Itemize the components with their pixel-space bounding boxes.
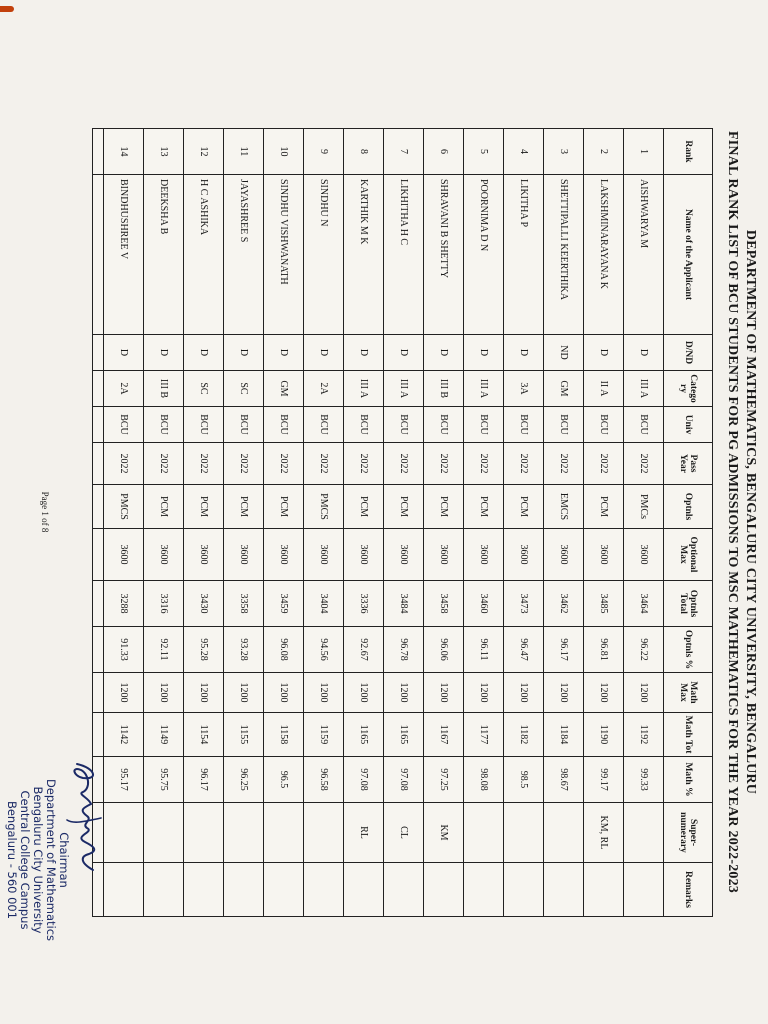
cell-rank: 2 bbox=[584, 129, 624, 175]
cell-dnd: ND bbox=[544, 335, 584, 371]
cell-math-tot: 1155 bbox=[224, 713, 264, 757]
header-dnd: D/ND bbox=[664, 335, 713, 371]
cell-optnls-total: 3464 bbox=[624, 581, 664, 627]
cell-dnd: D bbox=[104, 335, 144, 371]
cell-category: GM bbox=[544, 371, 584, 407]
cell-math-pct: 96.58 bbox=[304, 757, 344, 803]
cell-name: JAYASHREE S bbox=[224, 175, 264, 335]
cell-math-pct: 97.08 bbox=[344, 757, 384, 803]
cell-remarks bbox=[504, 863, 544, 917]
table-row bbox=[304, 129, 344, 917]
cell-math-pct: 99.17 bbox=[584, 757, 624, 803]
cell-supernumerary bbox=[464, 803, 504, 863]
cell-univ: BCU bbox=[184, 407, 224, 443]
table-row bbox=[464, 129, 504, 917]
cell-optnls-pct: 95.28 bbox=[184, 627, 224, 673]
cell-math-tot: 1165 bbox=[384, 713, 424, 757]
cell-dnd: D bbox=[504, 335, 544, 371]
table-row bbox=[384, 129, 424, 917]
header-supernumerary: Super-numerary bbox=[664, 803, 713, 863]
cell-math-tot: 1167 bbox=[424, 713, 464, 757]
cell-optnls-total: 3458 bbox=[424, 581, 464, 627]
page-number: Page 1 of 8 bbox=[40, 491, 50, 533]
cell-math-pct: 95.75 bbox=[144, 757, 184, 803]
cell-remarks bbox=[464, 863, 504, 917]
cell-pass-year: 2022 bbox=[384, 443, 424, 485]
cell-supernumerary bbox=[264, 803, 304, 863]
table-row bbox=[544, 129, 584, 917]
cell-remarks bbox=[424, 863, 464, 917]
cell-optnls-total: 3459 bbox=[264, 581, 304, 627]
cell-rank: 12 bbox=[184, 129, 224, 175]
cell-dnd: D bbox=[224, 335, 264, 371]
cell-dnd: D bbox=[424, 335, 464, 371]
cell-optnls-pct: 92.11 bbox=[144, 627, 184, 673]
cell-supernumerary bbox=[144, 803, 184, 863]
cell-name: AISHWARYA M bbox=[624, 175, 664, 335]
cell-name: SINDHU VISHWANATH bbox=[264, 175, 304, 335]
header-optnls-total: Optnls Total bbox=[664, 581, 713, 627]
cell-univ: BCU bbox=[224, 407, 264, 443]
cell-optnls-pct: 96.08 bbox=[264, 627, 304, 673]
cell-rank: 1 bbox=[624, 129, 664, 175]
cell-name: DEEKSHA B bbox=[144, 175, 184, 335]
cell-dnd: D bbox=[624, 335, 664, 371]
header-remarks: Remarks bbox=[664, 863, 713, 917]
cell-optionals: PCM bbox=[264, 485, 304, 529]
cell-math-max: 1200 bbox=[584, 673, 624, 713]
cell-optnls-pct: 96.06 bbox=[424, 627, 464, 673]
cell-optional-max: 3600 bbox=[144, 529, 184, 581]
cell-optional-max: 3600 bbox=[224, 529, 264, 581]
cell-dnd: D bbox=[304, 335, 344, 371]
cell-pass-year: 2022 bbox=[464, 443, 504, 485]
cell-category: GM bbox=[264, 371, 304, 407]
cell-supernumerary: CL bbox=[384, 803, 424, 863]
empty-cell bbox=[93, 371, 104, 407]
cell-optionals: PCM bbox=[504, 485, 544, 529]
cell-pass-year: 2022 bbox=[184, 443, 224, 485]
cell-supernumerary: KM bbox=[424, 803, 464, 863]
cell-rank: 13 bbox=[144, 129, 184, 175]
cell-category: 3A bbox=[504, 371, 544, 407]
cell-math-max: 1200 bbox=[344, 673, 384, 713]
rank-list-body bbox=[93, 129, 664, 917]
cell-math-tot: 1154 bbox=[184, 713, 224, 757]
cell-remarks bbox=[584, 863, 624, 917]
cell-optnls-total: 3316 bbox=[144, 581, 184, 627]
cell-optnls-total: 3358 bbox=[224, 581, 264, 627]
cell-rank: 7 bbox=[384, 129, 424, 175]
cell-math-tot: 1142 bbox=[104, 713, 144, 757]
cell-optionals: PCM bbox=[224, 485, 264, 529]
cell-category: 2A bbox=[104, 371, 144, 407]
cell-math-max: 1200 bbox=[424, 673, 464, 713]
cell-rank: 10 bbox=[264, 129, 304, 175]
cell-category: III A bbox=[384, 371, 424, 407]
cell-optnls-pct: 92.67 bbox=[344, 627, 384, 673]
cell-optionals: PMCs bbox=[624, 485, 664, 529]
cell-category: III A bbox=[344, 371, 384, 407]
table-row bbox=[584, 129, 624, 917]
cell-remarks bbox=[224, 863, 264, 917]
cell-optionals: PMCS bbox=[104, 485, 144, 529]
cell-optnls-total: 3473 bbox=[504, 581, 544, 627]
cell-math-tot: 1159 bbox=[304, 713, 344, 757]
cell-math-max: 1200 bbox=[504, 673, 544, 713]
empty-cell bbox=[93, 485, 104, 529]
cell-optnls-pct: 94.56 bbox=[304, 627, 344, 673]
cell-univ: BCU bbox=[464, 407, 504, 443]
cell-optional-max: 3600 bbox=[184, 529, 224, 581]
cell-math-max: 1200 bbox=[544, 673, 584, 713]
empty-cell bbox=[93, 673, 104, 713]
cell-pass-year: 2022 bbox=[224, 443, 264, 485]
cell-pass-year: 2022 bbox=[264, 443, 304, 485]
cell-pass-year: 2022 bbox=[304, 443, 344, 485]
cell-optionals: PCM bbox=[464, 485, 504, 529]
cell-rank: 6 bbox=[424, 129, 464, 175]
cell-remarks bbox=[384, 863, 424, 917]
table-row bbox=[144, 129, 184, 917]
cell-optional-max: 3600 bbox=[624, 529, 664, 581]
cell-dnd: D bbox=[144, 335, 184, 371]
cell-name: SHRAVANI B SHETTY bbox=[424, 175, 464, 335]
cell-pass-year: 2022 bbox=[424, 443, 464, 485]
cell-optional-max: 3600 bbox=[264, 529, 304, 581]
cell-supernumerary bbox=[544, 803, 584, 863]
cell-pass-year: 2022 bbox=[624, 443, 664, 485]
cell-math-tot: 1182 bbox=[504, 713, 544, 757]
cell-optionals: PCM bbox=[344, 485, 384, 529]
cell-optnls-pct: 93.28 bbox=[224, 627, 264, 673]
cell-supernumerary bbox=[504, 803, 544, 863]
header-math-max: Math Max bbox=[664, 673, 713, 713]
cell-math-max: 1200 bbox=[144, 673, 184, 713]
cell-remarks bbox=[304, 863, 344, 917]
cell-optionals: PCM bbox=[144, 485, 184, 529]
cell-supernumerary bbox=[624, 803, 664, 863]
cell-category: SC bbox=[184, 371, 224, 407]
cell-supernumerary: KM, RL bbox=[584, 803, 624, 863]
cell-remarks bbox=[264, 863, 304, 917]
table-row bbox=[504, 129, 544, 917]
cell-remarks bbox=[184, 863, 224, 917]
cell-optionals: PMCS bbox=[304, 485, 344, 529]
cell-math-pct: 98.5 bbox=[504, 757, 544, 803]
cell-math-tot: 1177 bbox=[464, 713, 504, 757]
cell-univ: BCU bbox=[264, 407, 304, 443]
cell-rank: 5 bbox=[464, 129, 504, 175]
empty-cell bbox=[93, 443, 104, 485]
cell-optnls-total: 3336 bbox=[344, 581, 384, 627]
cell-pass-year: 2022 bbox=[544, 443, 584, 485]
table-header-row bbox=[664, 129, 713, 917]
cell-math-max: 1200 bbox=[104, 673, 144, 713]
cell-optnls-total: 3485 bbox=[584, 581, 624, 627]
cell-math-pct: 97.25 bbox=[424, 757, 464, 803]
cell-dnd: D bbox=[584, 335, 624, 371]
cell-optional-max: 3600 bbox=[544, 529, 584, 581]
cell-optnls-total: 3462 bbox=[544, 581, 584, 627]
cell-category: III B bbox=[424, 371, 464, 407]
cell-category: III A bbox=[464, 371, 504, 407]
cell-optional-max: 3600 bbox=[504, 529, 544, 581]
cell-rank: 11 bbox=[224, 129, 264, 175]
cell-pass-year: 2022 bbox=[344, 443, 384, 485]
cell-optionals: PCM bbox=[584, 485, 624, 529]
cell-optional-max: 3600 bbox=[464, 529, 504, 581]
empty-cell bbox=[93, 529, 104, 581]
empty-cell bbox=[93, 129, 104, 175]
cell-univ: BCU bbox=[144, 407, 184, 443]
cell-pass-year: 2022 bbox=[504, 443, 544, 485]
header-pass-year: Pass Year bbox=[664, 443, 713, 485]
cell-optnls-total: 3484 bbox=[384, 581, 424, 627]
cell-math-tot: 1165 bbox=[344, 713, 384, 757]
header-category: Catego ry bbox=[664, 371, 713, 407]
cell-rank: 3 bbox=[544, 129, 584, 175]
empty-cell bbox=[93, 407, 104, 443]
cell-supernumerary bbox=[224, 803, 264, 863]
cell-univ: BCU bbox=[344, 407, 384, 443]
header-univ: Univ bbox=[664, 407, 713, 443]
cell-name: SINDHU N bbox=[304, 175, 344, 335]
cell-dnd: D bbox=[344, 335, 384, 371]
cell-optional-max: 3600 bbox=[384, 529, 424, 581]
cell-category: III B bbox=[144, 371, 184, 407]
cell-name: LIKHITHA H C bbox=[384, 175, 424, 335]
header-optional-max: Optional Max bbox=[664, 529, 713, 581]
cell-optnls-total: 3404 bbox=[304, 581, 344, 627]
document-subtitle: FINAL RANK LIST OF BCU STUDENTS FOR PG ADMISSIONS TO MSC MATHEMATICS FOR THE YEAR 2022-2023 bbox=[725, 131, 740, 893]
cell-math-tot: 1184 bbox=[544, 713, 584, 757]
cell-remarks bbox=[344, 863, 384, 917]
cell-optnls-pct: 91.33 bbox=[104, 627, 144, 673]
empty-cell bbox=[93, 581, 104, 627]
cell-math-pct: 97.08 bbox=[384, 757, 424, 803]
header-optnls-pct: Optnls % bbox=[664, 627, 713, 673]
cell-math-max: 1200 bbox=[304, 673, 344, 713]
cell-dnd: D bbox=[184, 335, 224, 371]
cell-math-tot: 1190 bbox=[584, 713, 624, 757]
cell-optionals: PCM bbox=[424, 485, 464, 529]
cell-optionals: PCM bbox=[184, 485, 224, 529]
cell-univ: BCU bbox=[624, 407, 664, 443]
cell-dnd: D bbox=[464, 335, 504, 371]
cell-math-max: 1200 bbox=[384, 673, 424, 713]
header-math-tot: Math Tot bbox=[664, 713, 713, 757]
stamp-line-5: Bengaluru - 560 001 bbox=[5, 800, 19, 920]
cell-rank: 14 bbox=[104, 129, 144, 175]
cell-math-max: 1200 bbox=[224, 673, 264, 713]
cell-math-pct: 96.17 bbox=[184, 757, 224, 803]
cell-name: H C ASHIKA bbox=[184, 175, 224, 335]
cell-optnls-total: 3430 bbox=[184, 581, 224, 627]
cell-math-pct: 98.08 bbox=[464, 757, 504, 803]
cell-optnls-pct: 96.22 bbox=[624, 627, 664, 673]
cell-name: LIKITHA P bbox=[504, 175, 544, 335]
cell-univ: BCU bbox=[504, 407, 544, 443]
table-row bbox=[424, 129, 464, 917]
cell-math-pct: 96.25 bbox=[224, 757, 264, 803]
cell-math-max: 1200 bbox=[464, 673, 504, 713]
cell-optnls-total: 3288 bbox=[104, 581, 144, 627]
cell-optional-max: 3600 bbox=[584, 529, 624, 581]
cell-category: SC bbox=[224, 371, 264, 407]
stamp-line-1: Chairman bbox=[57, 832, 71, 888]
cell-dnd: D bbox=[264, 335, 304, 371]
cell-name: SHETTIPALLI KEERTHIKA bbox=[544, 175, 584, 335]
cell-pass-year: 2022 bbox=[104, 443, 144, 485]
cell-math-pct: 99.33 bbox=[624, 757, 664, 803]
cell-math-pct: 96.5 bbox=[264, 757, 304, 803]
cell-optnls-pct: 96.78 bbox=[384, 627, 424, 673]
cell-math-max: 1200 bbox=[264, 673, 304, 713]
cell-optnls-total: 3460 bbox=[464, 581, 504, 627]
cell-univ: BCU bbox=[544, 407, 584, 443]
table-row bbox=[184, 129, 224, 917]
header-optionals: Optnls bbox=[664, 485, 713, 529]
cell-name: KARTHIK M K bbox=[344, 175, 384, 335]
rank-list-table bbox=[92, 128, 713, 917]
table-row bbox=[624, 129, 664, 917]
cell-univ: BCU bbox=[584, 407, 624, 443]
cell-category: II A bbox=[584, 371, 624, 407]
cell-supernumerary: RL bbox=[344, 803, 384, 863]
cell-rank: 9 bbox=[304, 129, 344, 175]
cell-optnls-pct: 96.47 bbox=[504, 627, 544, 673]
table-row bbox=[264, 129, 304, 917]
empty-cell bbox=[93, 175, 104, 335]
header-math-pct: Math % bbox=[664, 757, 713, 803]
empty-cell bbox=[93, 627, 104, 673]
cell-math-pct: 98.67 bbox=[544, 757, 584, 803]
cell-optional-max: 3600 bbox=[104, 529, 144, 581]
cell-univ: BCU bbox=[384, 407, 424, 443]
cell-math-max: 1200 bbox=[184, 673, 224, 713]
cell-math-tot: 1192 bbox=[624, 713, 664, 757]
cell-remarks bbox=[624, 863, 664, 917]
cell-category: III A bbox=[624, 371, 664, 407]
cell-univ: BCU bbox=[304, 407, 344, 443]
table-row bbox=[224, 129, 264, 917]
cell-optnls-pct: 96.11 bbox=[464, 627, 504, 673]
cell-optional-max: 3600 bbox=[424, 529, 464, 581]
table-row bbox=[344, 129, 384, 917]
stamp-line-3: Bengaluru City University bbox=[31, 786, 45, 934]
cell-remarks bbox=[544, 863, 584, 917]
stamp-line-2: Department of Mathematics bbox=[44, 778, 58, 942]
document-title: DEPARTMENT OF MATHEMATICS, BENGALURU CITY UNIVERSITY, BENGALURU bbox=[743, 229, 758, 795]
cell-math-tot: 1158 bbox=[264, 713, 304, 757]
cell-univ: BCU bbox=[424, 407, 464, 443]
cell-optional-max: 3600 bbox=[344, 529, 384, 581]
cell-pass-year: 2022 bbox=[584, 443, 624, 485]
cell-name: POORNIMA D N bbox=[464, 175, 504, 335]
cell-univ: BCU bbox=[104, 407, 144, 443]
cell-optnls-pct: 96.81 bbox=[584, 627, 624, 673]
cell-dnd: D bbox=[384, 335, 424, 371]
header-name: Name of the Applicant bbox=[664, 175, 713, 335]
cell-math-max: 1200 bbox=[624, 673, 664, 713]
cell-rank: 8 bbox=[344, 129, 384, 175]
chairman-stamp bbox=[5, 740, 70, 980]
cell-optional-max: 3600 bbox=[304, 529, 344, 581]
empty-cell bbox=[93, 335, 104, 371]
cell-optionals: PCM bbox=[384, 485, 424, 529]
cell-rank: 4 bbox=[504, 129, 544, 175]
header-rank: Rank bbox=[664, 129, 713, 175]
cell-optionals: EMCS bbox=[544, 485, 584, 529]
empty-cell bbox=[93, 713, 104, 757]
cell-math-tot: 1149 bbox=[144, 713, 184, 757]
cell-optnls-pct: 96.17 bbox=[544, 627, 584, 673]
cell-name: LAKSHMINARAYANA K bbox=[584, 175, 624, 335]
cell-math-pct: 95.17 bbox=[104, 757, 144, 803]
cell-supernumerary bbox=[304, 803, 344, 863]
cell-pass-year: 2022 bbox=[144, 443, 184, 485]
cell-remarks bbox=[144, 863, 184, 917]
stamp-line-4: Central College Campus bbox=[18, 790, 32, 930]
cell-category: 2A bbox=[304, 371, 344, 407]
cell-supernumerary bbox=[184, 803, 224, 863]
cell-name: BINDHUSHREE V bbox=[104, 175, 144, 335]
